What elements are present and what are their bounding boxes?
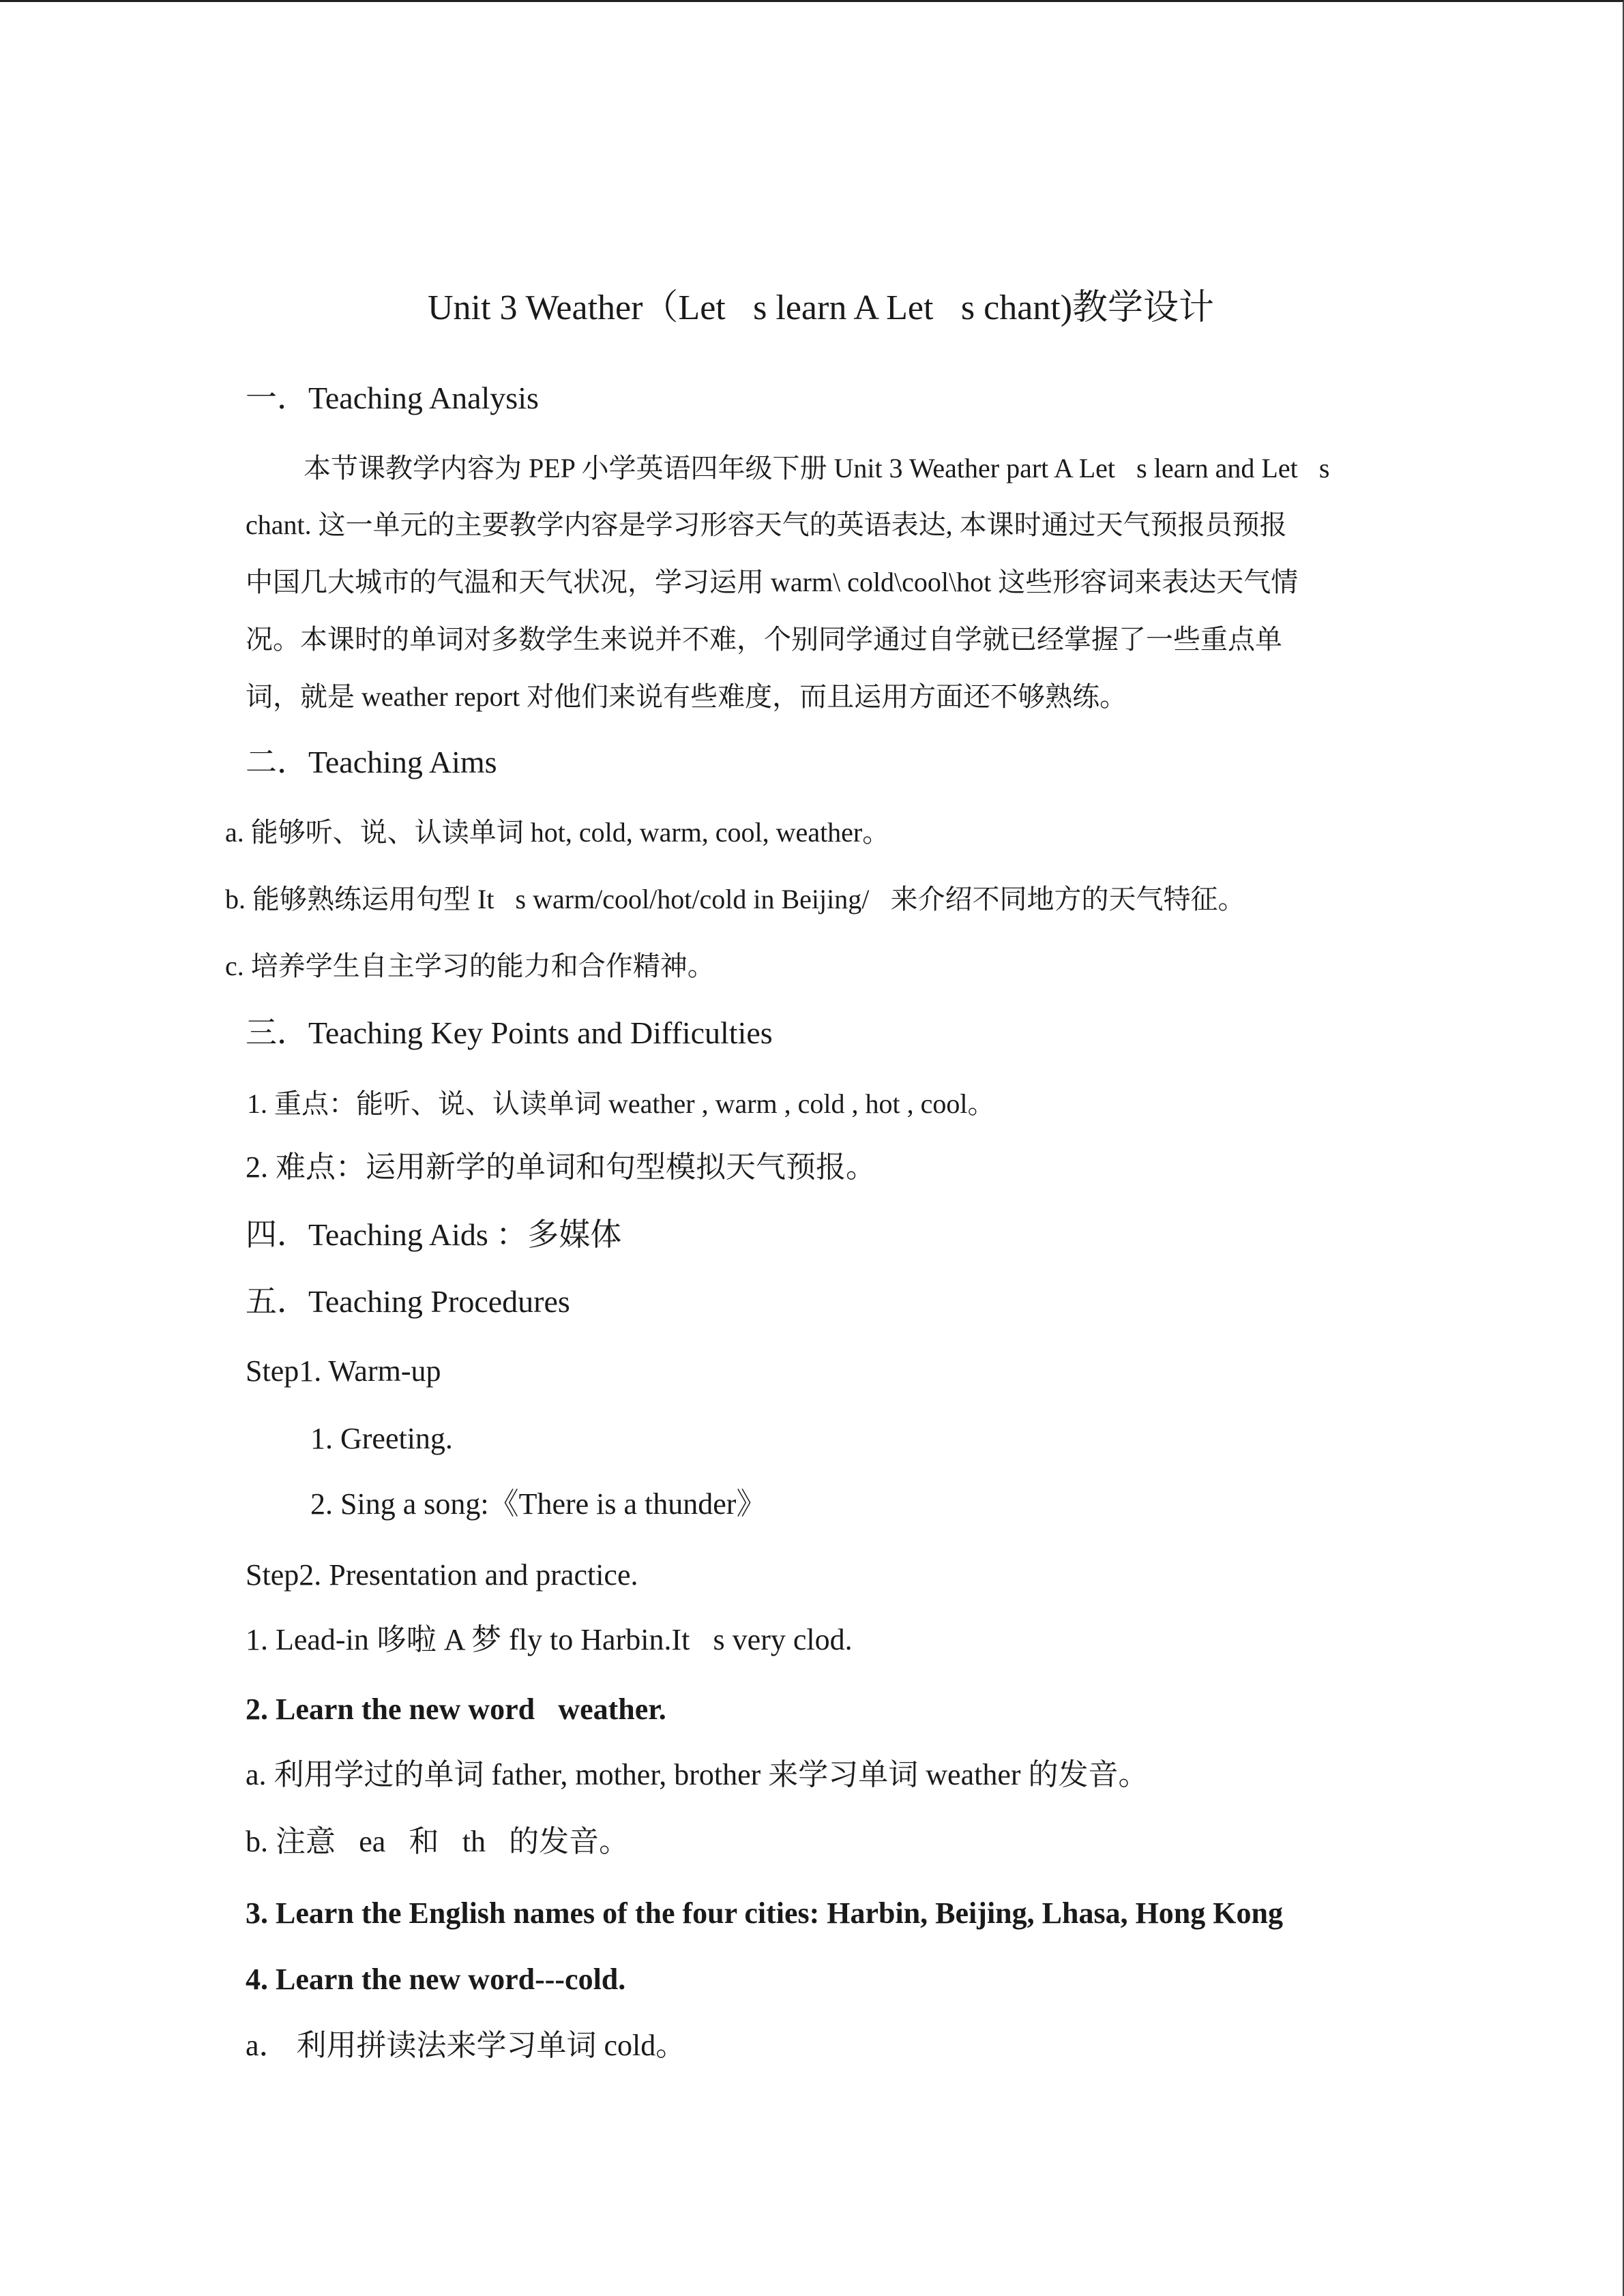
analysis-paragraph-line: chant. 这一单元的主要教学内容是学习形容天气的英语表达, 本课时通过天气预报员预报 — [246, 509, 1287, 540]
procedure-subitem-cold-a: a． 利用拼读法来学习单词 cold。 — [246, 2029, 686, 2062]
aim-item-c: c. 培养学生自主学习的能力和合作精神。 — [225, 951, 715, 981]
section-heading-teaching-procedures: 五．Teaching Procedures — [246, 1284, 570, 1319]
step1-item-greeting: 1. Greeting. — [310, 1422, 453, 1455]
section-heading-teaching-analysis: 一．Teaching Analysis — [246, 381, 539, 415]
step1-item-song: 2. Sing a song:《There is a thunder》 — [310, 1487, 767, 1521]
document-title: Unit 3 Weather（Let s learn A Let s chant)教学设计 — [428, 288, 1215, 327]
aim-item-a: a. 能够听、说、认读单词 hot, cold, warm, cool, weather。 — [225, 817, 890, 848]
analysis-paragraph-line: 中国几大城市的气温和天气状况，学习运用 warm\ cold\cool\hot 这些形容词来表达天气情 — [246, 567, 1299, 597]
procedure-item-learn-cold: 4. Learn the new word---cold. — [246, 1963, 626, 1996]
procedure-subitem-a: a. 利用学过的单词 father, mother, brother 来学习单词 weather 的发音。 — [246, 1758, 1149, 1791]
procedure-subitem-b: b. 注意 ea 和 th 的发音。 — [246, 1825, 630, 1858]
section-heading-teaching-aids: 四．Teaching Aids ：多媒体 — [246, 1217, 622, 1252]
section-heading-key-points: 三．Teaching Key Points and Difficulties — [246, 1015, 773, 1050]
step1-heading: Step1. Warm-up — [246, 1354, 441, 1388]
procedure-item-learn-weather: 2. Learn the new word weather. — [246, 1693, 666, 1726]
analysis-paragraph-line: 词，就是 weather report 对他们来说有些难度，而且运用方面还不够熟练。 — [246, 681, 1127, 712]
step2-heading: Step2. Presentation and practice. — [246, 1558, 638, 1592]
analysis-paragraph-line: 况。本课时的单词对多数学生来说并不难，个别同学通过自学就已经掌握了一些重点单 — [246, 624, 1282, 655]
aim-item-b: b. 能够熟练运用句型 It s warm/cool/hot/cold in Beijing/ 来介绍不同地方的天气特征。 — [225, 884, 1245, 914]
procedure-item-lead-in: 1. Lead-in 哆啦 A 梦 fly to Harbin.It s very clod. — [246, 1623, 853, 1656]
key-point-2: 2. 难点：运用新学的单词和句型模拟天气预报。 — [246, 1150, 876, 1184]
procedure-item-four-cities: 3. Learn the English names of the four cities: Harbin, Beijing, Lhasa, Hong Kong — [246, 1896, 1283, 1930]
section-heading-teaching-aims: 二．Teaching Aims — [246, 745, 497, 779]
analysis-paragraph-line: 本节课教学内容为 PEP 小学英语四年级下册 Unit 3 Weather part A Let s learn and Let s — [304, 453, 1330, 483]
key-point-1: 1. 重点：能听、说、认读单词 weather , warm , cold , hot , cool。 — [247, 1088, 995, 1119]
